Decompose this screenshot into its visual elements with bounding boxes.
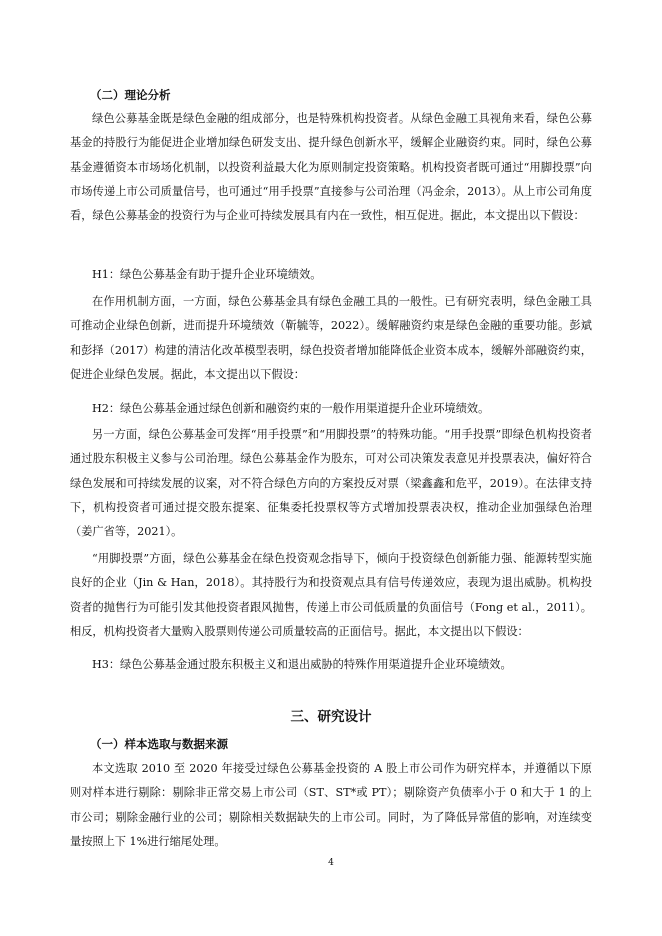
theory-paragraph-3: 另一方面，绿色公募基金可发挥“用手投票”和“用脚投票”的特殊功能。“用手投票”即绿色机构投资者通过股东积极主义参与公司治理。绿色公募基金作为股东，可对公司决策发表意见并投票表决，偏好符合绿色发展和可持续发展的议案，对不符合绿色方向的方案投反对票（梁鑫鑫和危平，2019）。在法律支持下，机构投资者可通过提交股东提案、征集委托投票权等方式增加投票表决权，推动企业加强绿色治理（姜广省等，2021）。 <box>70 428 592 539</box>
section-title-research-design: 三、研究设计 <box>290 709 372 725</box>
theory-paragraph-1: 绿色公募基金既是绿色金融的组成部分，也是特殊机构投资者。从绿色金融工具视角来看，绿色公募基金的持股行为能促进企业增加绿色研发支出、提升绿色创新水平，缓解企业融资约束。同时，绿色公募基金遵循资本市场场化机制，以投资利益最大化为原则制定投资策略。机构投资者既可通过“用脚投票”向市场传递上市公司质量信号，也可通过“用手投票”直接参与公司治理（冯金余，2013）。从上市公司角度看，绿色公募基金的投资行为与企业可持续发展具有内在一致性，相互促进。据此，本文提出以下假设： <box>70 112 592 223</box>
theory-analysis-heading: （二）理论分析 <box>90 88 171 102</box>
sample-selection-heading: （一）样本选取与数据来源 <box>90 737 228 751</box>
hypothesis-h1: H1：绿色公募基金有助于提升企业环境绩效。 <box>92 268 322 281</box>
page-number: 4 <box>328 858 334 868</box>
sample-paragraph: 本文选取 2010 至 2020 年接受过绿色公募基金投资的 A 股上市公司作为研究样本，并遵循以下原则对样本进行剔除：剔除非正常交易上市公司（ST、ST*或 PT）；剔除资产负债率小于 0 和大于 1 的上市公司；剔除金融行业的公司；剔除相关数据缺失的上市公司。同时，为了降低异常值的影响，对连续变量按照上下 1%进行缩尾处理。 <box>70 762 592 848</box>
theory-paragraph-2: 在作用机制方面，一方面，绿色公募基金具有绿色金融工具的一般性。已有研究表明，绿色金融工具可推动企业绿色创新，进而提升环境绩效（靳毓等，2022）。缓解融资约束是绿色金融的重要功能。彭斌和彭择（2017）构建的清洁化改革模型表明，绿色投资者增加能降低企业资本成本，缓解外部融资约束，促进企业绿色发展。据此，本文提出以下假设： <box>70 295 592 381</box>
theory-paragraph-4: “用脚投票”方面，绿色公募基金在绿色投资观念指导下，倾向于投资绿色创新能力强、能源转型实施良好的企业（Jin & Han，2018）。其持股行为和投资观点具有信号传递效应，表现为退出威胁。机构投资者的抛售行为可能引发其他投资者跟风抛售，传递上市公司低质量的负面信号（Fong et al.，2011）。相反，机构投资者大量购入股票则传递公司质量较高的正面信号。据此，本文提出以下假设： <box>70 552 592 638</box>
hypothesis-h3: H3：绿色公募基金通过股东积极主义和退出威胁的特殊作用渠道提升企业环境绩效。 <box>92 658 512 671</box>
hypothesis-h2: H2：绿色公募基金通过绿色创新和融资约束的一般作用渠道提升企业环境绩效。 <box>92 402 490 415</box>
